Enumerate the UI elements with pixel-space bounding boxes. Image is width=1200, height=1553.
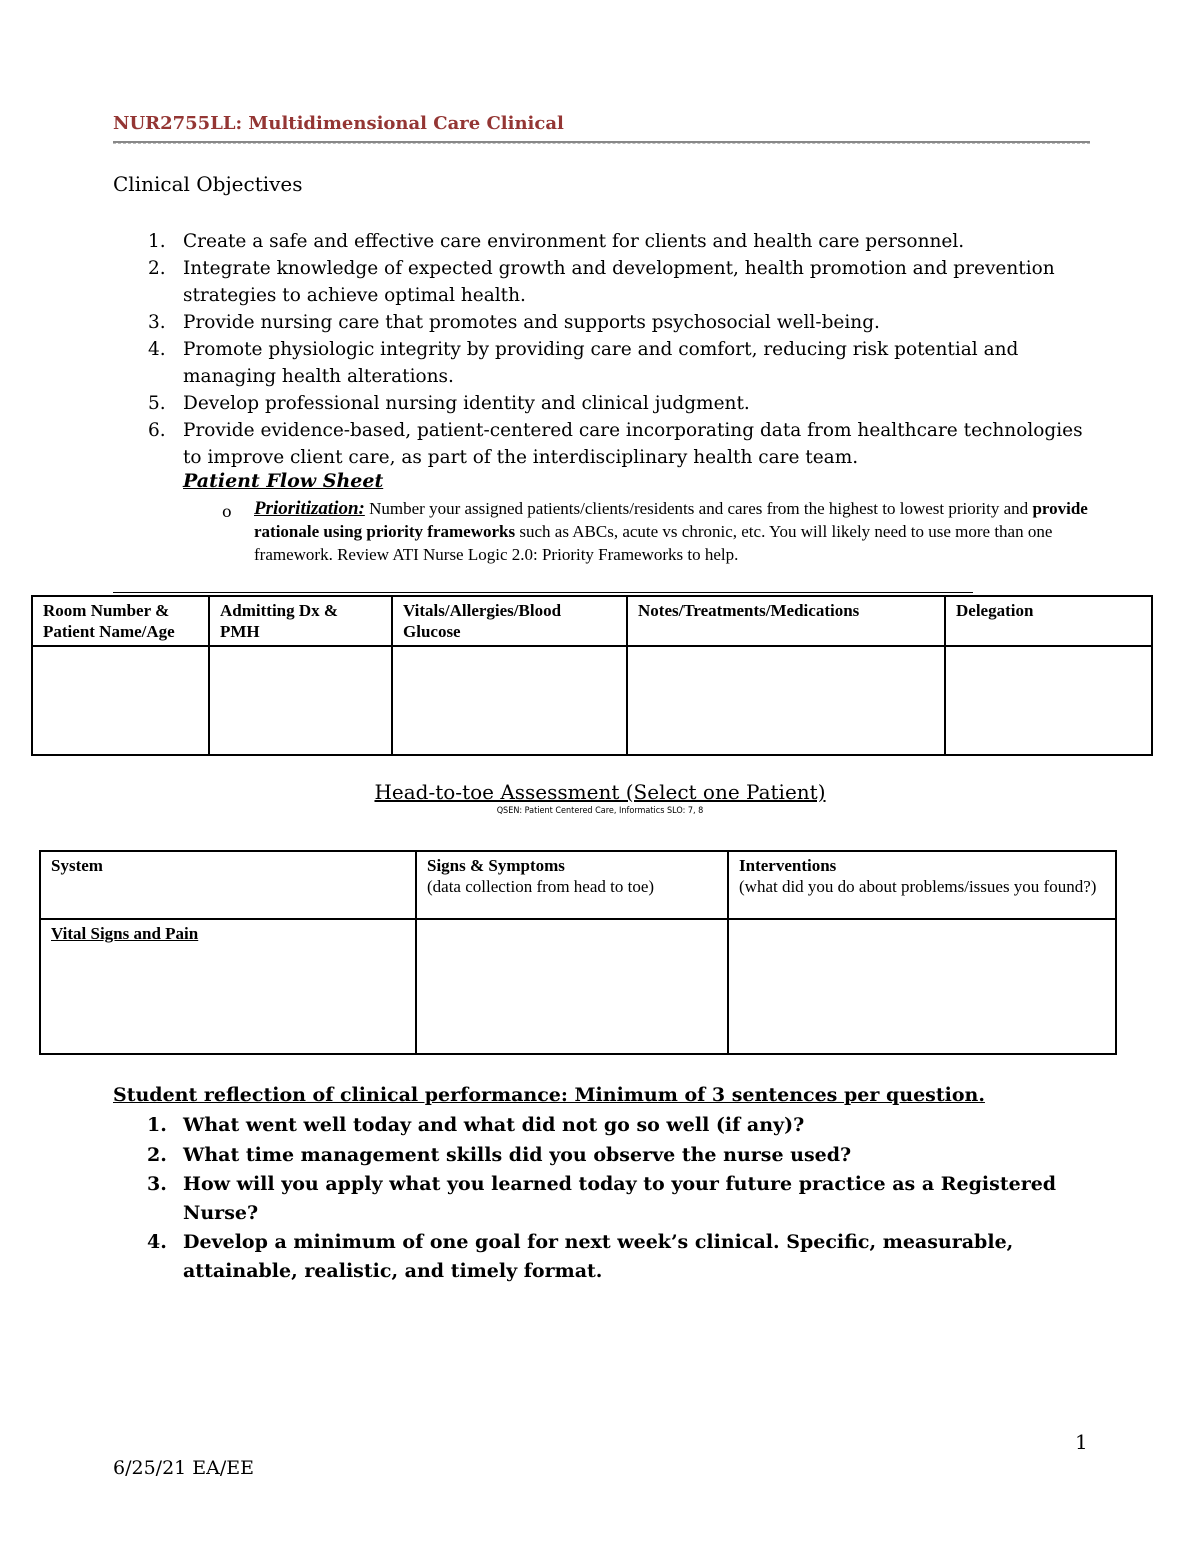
signs-subheader: (data collection from head to toe) — [427, 877, 655, 896]
list-text: Promote physiologic integrity by providing care and comfort, reducing risk potential and managing health alterations. — [183, 339, 1019, 387]
footer-code: 6/25/21 EA/EE — [113, 1457, 255, 1479]
list-number: 4. — [148, 339, 166, 360]
prioritization-emphasis: provide rationale using priority frameworks — [254, 499, 1088, 541]
page-number: 1 — [1075, 1430, 1088, 1454]
assessment-title: Head-to-toe Assessment (Select one Patient) — [374, 780, 826, 804]
patient-flow-table — [31, 595, 1153, 756]
course-title: NUR2755LL: Multidimensional Care Clinical — [113, 113, 564, 134]
list-text: Develop professional nursing identity and clinical judgment. — [183, 393, 750, 414]
column-header: Room Number & Patient Name/Age — [32, 596, 209, 646]
reflection-list — [113, 1111, 1093, 1286]
table-header-row — [40, 851, 1116, 919]
header-divider — [113, 141, 1090, 144]
vital-signs-label: Vital Signs and Pain — [51, 924, 199, 943]
assessment-subtitle: QSEN: Patient Centered Care, Informatics SLO: 7, 8 — [496, 806, 704, 816]
table-cell[interactable] — [32, 646, 209, 755]
list-number: 2. — [147, 1143, 167, 1166]
column-header: Notes/Treatments/Medications — [627, 596, 945, 646]
interventions-subheader: (what did you do about problems/issues you found?) — [739, 877, 1097, 896]
list-number: 5. — [148, 393, 166, 414]
section-divider — [113, 592, 973, 593]
table-row — [32, 646, 1152, 755]
list-number: 1. — [147, 1114, 167, 1136]
objectives-list — [113, 228, 1093, 471]
list-text: Provide nursing care that promotes and supports psychosocial well-being. — [183, 312, 880, 333]
assessment-table — [39, 850, 1117, 1055]
list-text: What time management skills did you observe the nurse used? — [183, 1143, 852, 1166]
prioritization-label: Prioritization: — [254, 498, 365, 519]
bullet-icon: o — [222, 502, 232, 521]
signs-header: Signs & Symptoms — [427, 856, 565, 875]
list-item — [113, 228, 1093, 255]
list-number: 3. — [148, 312, 166, 333]
interventions-header: Interventions — [739, 856, 837, 875]
table-cell[interactable] — [945, 646, 1152, 755]
column-header — [416, 851, 728, 919]
table-cell[interactable] — [627, 646, 945, 755]
reflection-heading: Student reflection of clinical performance: Minimum of 3 sentences per question. — [113, 1084, 985, 1106]
system-header: System — [51, 856, 103, 875]
list-item — [113, 390, 1093, 417]
list-text: Create a safe and effective care environment for clients and health care personnel. — [183, 231, 965, 252]
list-item — [113, 1228, 1093, 1285]
list-number: 4. — [147, 1231, 167, 1253]
table-cell — [40, 919, 416, 1054]
column-header: Delegation — [945, 596, 1152, 646]
prioritization-text: Number your assigned patients/clients/residents and cares from the highest to lowest priority and — [369, 499, 1029, 518]
list-item — [113, 255, 1093, 309]
prioritization-text-cont: such as ABCs, acute vs chronic, etc. You will likely need to use more than one framework. Review ATI Nurse Logic 2.0: Priority Frameworks to help. — [254, 522, 1053, 564]
column-header: Admitting Dx & PMH — [209, 596, 392, 646]
list-number: 3. — [147, 1173, 167, 1195]
table-cell[interactable] — [392, 646, 627, 755]
list-text: Develop a minimum of one goal for next week’s clinical. Specific, measurable, attainable, realistic, and timely format. — [183, 1231, 1014, 1282]
list-text: Provide evidence-based, patient-centered care incorporating data from healthcare technologies to improve client care, as part of the interdisciplinary health care team. — [183, 420, 1083, 468]
list-text: What went well today and what did not go so well (if any)? — [183, 1114, 805, 1136]
list-item — [113, 1141, 1093, 1170]
list-item — [113, 417, 1093, 471]
list-number: 1. — [148, 231, 166, 252]
list-item — [113, 309, 1093, 336]
list-number: 2. — [148, 258, 166, 279]
list-text: How will you apply what you learned today to your future practice as a Registered Nurse? — [183, 1173, 1057, 1224]
table-cell[interactable] — [728, 919, 1116, 1054]
list-item — [113, 336, 1093, 390]
list-text: Integrate knowledge of expected growth and development, health promotion and prevention strategies to achieve optimal health. — [183, 258, 1055, 306]
list-number: 6. — [148, 420, 166, 441]
prioritization-instructions — [254, 497, 1094, 566]
column-header: Vitals/Allergies/Blood Glucose — [392, 596, 627, 646]
table-cell[interactable] — [209, 646, 392, 755]
list-item — [113, 1170, 1093, 1227]
column-header — [728, 851, 1116, 919]
table-row — [40, 919, 1116, 1054]
flow-sheet-title: Patient Flow Sheet — [183, 470, 384, 492]
list-item — [113, 1111, 1093, 1140]
objectives-heading: Clinical Objectives — [113, 172, 303, 196]
table-cell[interactable] — [416, 919, 728, 1054]
column-header — [40, 851, 416, 919]
table-header-row — [32, 596, 1152, 646]
